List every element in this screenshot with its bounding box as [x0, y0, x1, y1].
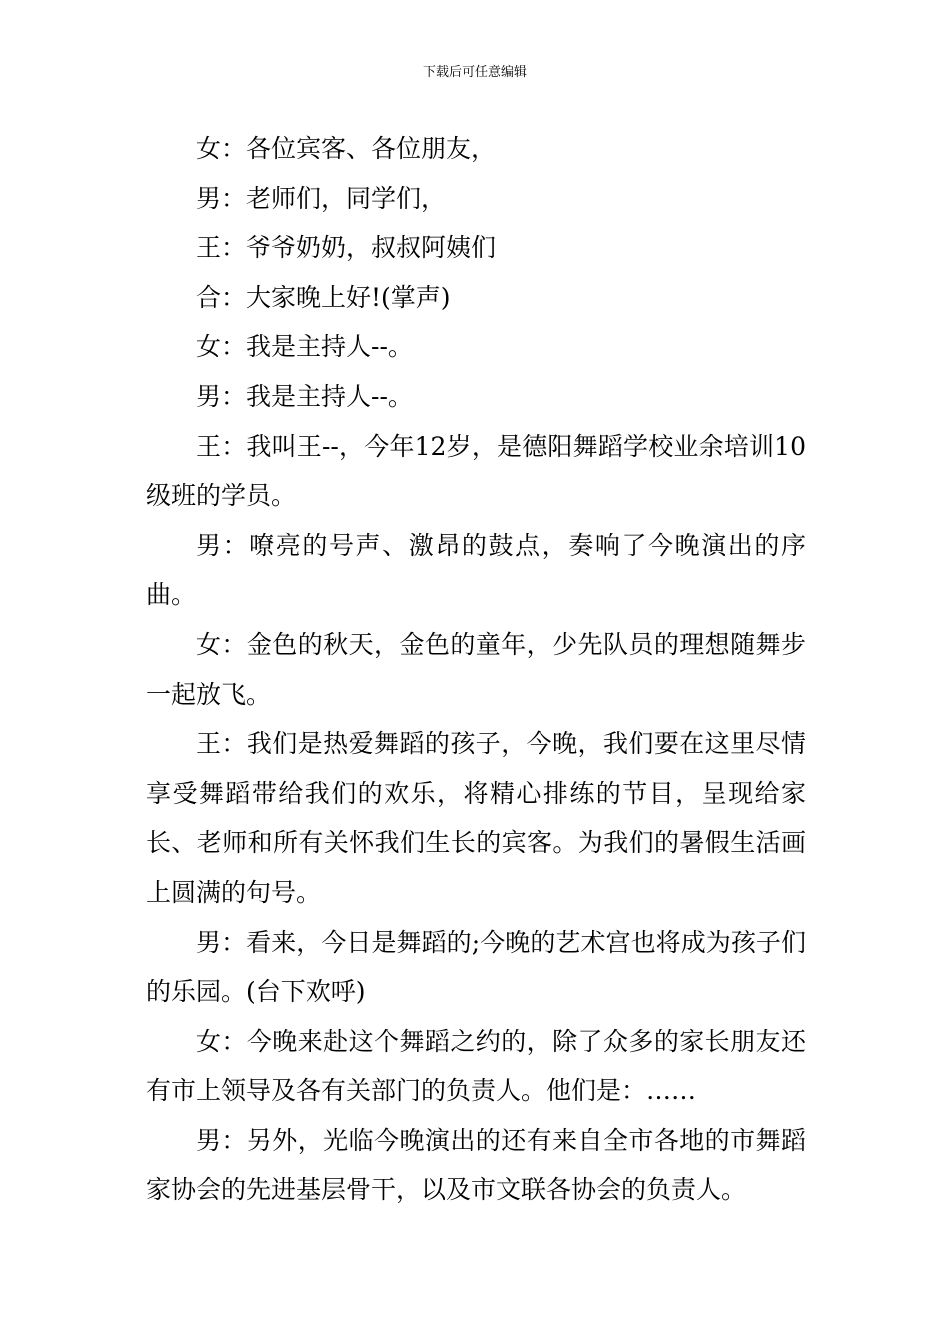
- paragraph: 王：我叫王--，今年12岁，是德阳舞蹈学校业余培训10级班的学员。: [146, 431, 806, 511]
- paragraph: 男：另外，光临今晚演出的还有来自全市各地的市舞蹈家协会的先进基层骨干，以及市文联各协会的负责人。: [146, 1125, 806, 1205]
- document-body: [146, 124, 806, 1215]
- paragraph: 男：我是主持人--。: [196, 381, 413, 411]
- paragraph: 女：金色的秋天，金色的童年，少先队员的理想随舞步一起放飞。: [146, 629, 806, 709]
- paragraph: 女：我是主持人--。: [196, 332, 413, 362]
- paragraph: 男：嘹亮的号声、激昂的鼓点，奏响了今晚演出的序曲。: [146, 530, 806, 610]
- paragraph: 女：各位宾客、各位朋友，: [196, 134, 497, 163]
- paragraph: 女：今晚来赴这个舞蹈之约的，除了众多的家长朋友还有市上领导及各有关部门的负责人。他们是：……: [146, 1026, 806, 1106]
- paragraph: 男：老师们，同学们，: [196, 183, 447, 213]
- paragraph: 王：爷爷奶奶，叔叔阿姨们: [196, 233, 497, 263]
- paragraph: 男：看来，今日是舞蹈的;今晚的艺术宫也将成为孩子们的乐园。(台下欢呼): [146, 927, 806, 1007]
- paragraph: 王：我们是热爱舞蹈的孩子，今晚，我们要在这里尽情享受舞蹈带给我们的欢乐，将精心排练的节目，呈现给家长、老师和所有关怀我们生长的宾客。为我们的暑假生活画上圆满的句号。: [146, 729, 806, 907]
- paragraph: 合：大家晚上好!(掌声): [196, 282, 451, 312]
- page-header-note: 下载后可任意编辑: [422, 65, 527, 80]
